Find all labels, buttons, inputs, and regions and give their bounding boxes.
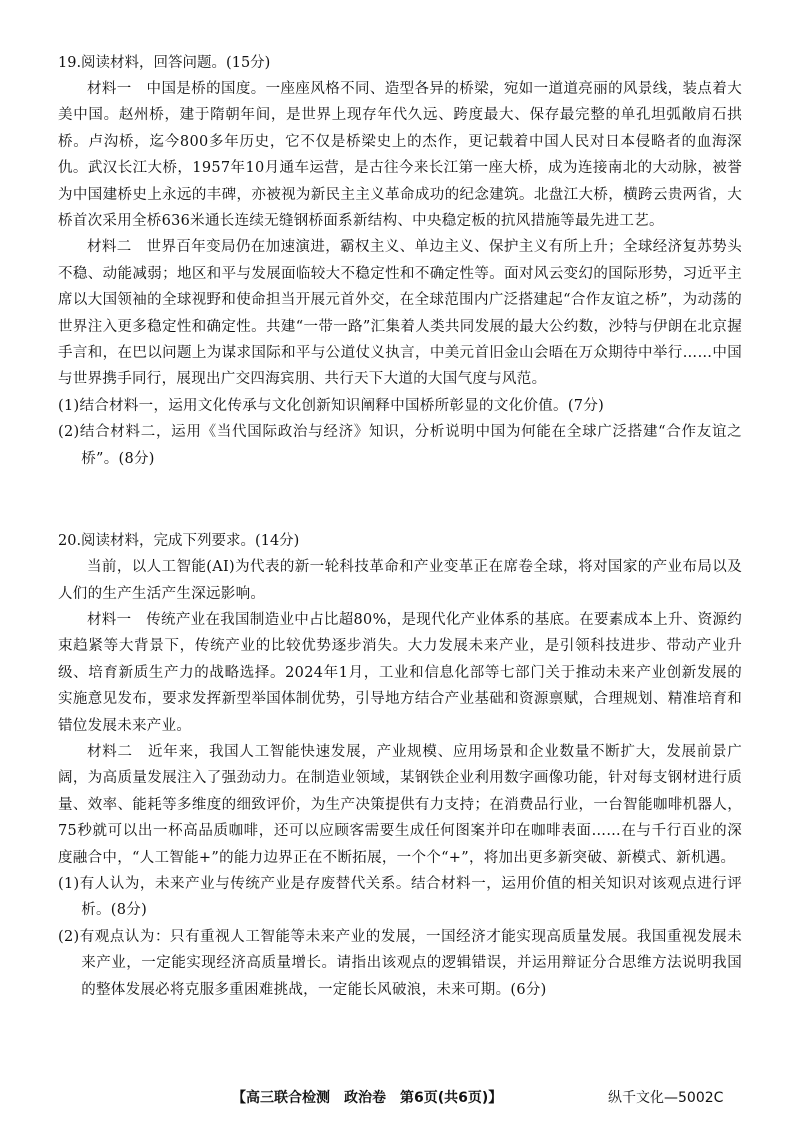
question-19 [58,50,742,472]
question-19-material-1: 材料一 中国是桥的国度。一座座风格不同、造型各异的桥梁，宛如一道道亮丽的风景线，装点着大美中国。赵州桥，建于隋朝年间，是世界上现存年代久远、跨度最大、保存最完整的单孔坦弧敞肩石拱桥。卢沟桥，迄今800多年历史，它不仅是桥梁史上的杰作，更记载着中国人民对日本侵略者的血海深仇。武汉长江大桥，1957年10月通车运营，是古往今来长江第一座大桥，成为连接南北的大动脉，被誉为中国建桥史上永远的丰碑，亦被视为新民主主义革命成功的纪念建筑。北盘江大桥，横跨云贵两省，大桥首次采用全桥636米通长连续无缝钢桥面系新结构、中央稳定板的抗风措施等最先进工艺。 [58,81,742,230]
question-20-material-2: 材料二 近年来，我国人工智能快速发展，产业规模、应用场景和企业数量不断扩大，发展前景广阔，为高质量发展注入了强劲动力。在制造业领域，某钢铁企业利用数字画像功能，针对每支钢材进行质量、效率、能耗等多维度的细致评价，为生产决策提供有力支持；在消费品行业，一台智能咖啡机器人，75秒就可以出一杯高品质咖啡，还可以应顾客需要生成任何图案并印在咖啡表面……在与千行百业的深度融合中，“人工智能+”的能力边界正在不断拓展，一个个“+”，将加出更多新突破、新模式、新机遇。 [58,743,742,866]
question-20-title: 20.阅读材料，完成下列要求。(14分) [58,533,300,550]
question-20-sub-1: (1)有人认为，未来产业与传统产业是存废替代关系。结合材料一，运用价值的相关知识对该观点进行评析。(8分) [58,875,742,919]
question-gap [58,472,742,528]
question-19-material-2: 材料二 世界百年变局仍在加速演进，霸权主义、单边主义、保护主义有所上升；全球经济复苏势头不稳、动能减弱；地区和平与发展面临较大不稳定性和不确定性等。面对风云变幻的国际形势，习近平主席以大国领袖的全球视野和使命担当开展元首外交，在全球范围内广泛搭建起“合作友谊之桥”，为动荡的世界注入更多稳定性和确定性。共建“一带一路”汇集着人类共同发展的最大公约数，沙特与伊朗在北京握手言和，在巴以问题上为谋求国际和平与公道仗义执言，中美元首旧金山会晤在万众期待中举行……中国与世界携手同行，展现出广交四海宾朋、共行天下大道的大国气度与风范。 [58,239,742,388]
footer-publisher-code: 纵千文化—5002C [608,1090,724,1106]
footer-exam-info: 【高三联合检测 政治卷 第6页(共6页)】 [232,1090,503,1106]
question-20 [58,528,742,1003]
question-20-sub-2: (2)有观点认为：只有重视人工智能等未来产业的发展，一国经济才能实现高质量发展。我国重视发展未来产业，一定能实现经济高质量增长。请指出该观点的逻辑错误，并运用辩证分合思维方法说明我国的整体发展必将克服多重困难挑战，一定能长风破浪，未来可期。(6分) [58,928,742,998]
page-footer [0,1087,800,1115]
question-19-sub-2: (2)结合材料二，运用《当代国际政治与经济》知识，分析说明中国为何能在全球广泛搭建“合作友谊之桥”。(8分) [58,424,742,467]
question-20-intro: 当前，以人工智能(AI)为代表的新一轮科技革命和产业变革正在席卷全球，将对国家的产业布局以及人们的生产生活产生深远影响。 [58,559,742,602]
question-19-sub-1: (1)结合材料一，运用文化传承与文化创新知识阐释中国桥所彰显的文化价值。(7分) [58,397,605,414]
question-20-material-1: 材料一 传统产业在我国制造业中占比超80%，是现代化产业体系的基底。在要素成本上升、资源约束趋紧等大背景下，传统产业的比较优势逐步消失。大力发展未来产业，是引领科技进步、带动产业升级、培育新质生产力的战略选择。2024年1月，工业和信息化部等七部门关于推动未来产业创新发展的实施意见发布，要求发挥新型举国体制优势，引导地方结合产业基础和资源禀赋，合理规划、精准培育和错位发展未来产业。 [58,611,742,734]
question-19-title: 19.阅读材料，回答问题。(15分) [58,55,271,71]
